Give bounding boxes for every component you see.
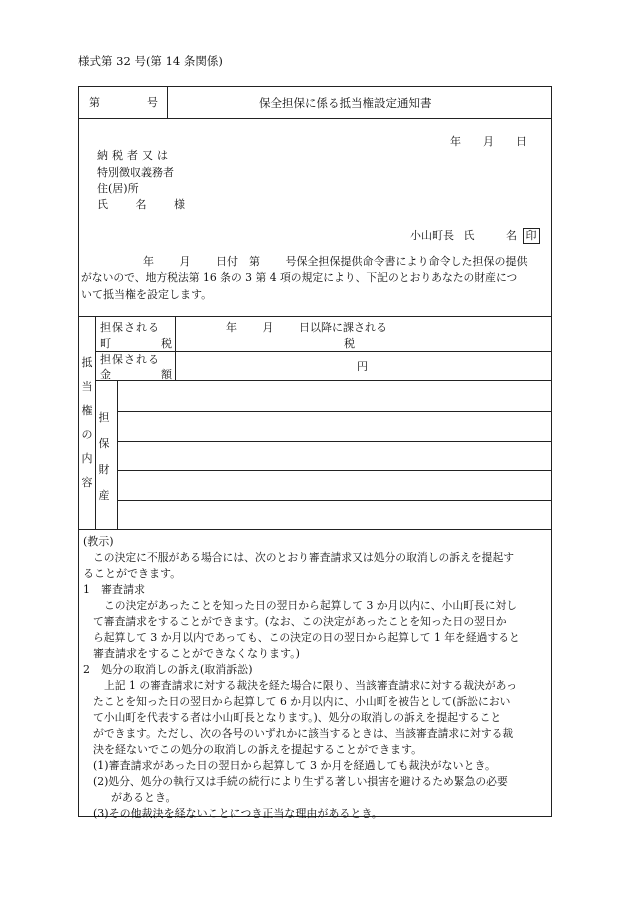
addressee-line1: 納税者又は <box>97 149 172 162</box>
secured-amount-label-a: 担保される <box>100 353 160 366</box>
property-label-divider <box>117 380 118 529</box>
secured-amount-unit: 円 <box>357 360 368 373</box>
section1-heading: 1 審査請求 <box>83 583 145 596</box>
section2-line3: て小山町を代表する者は小山町長となります。)、処分の取消しの訴えを提起すること <box>93 711 502 724</box>
notice-line3: いて抵当権を設定します。 <box>81 288 213 301</box>
section1-line2: て審査請求をすることができます。(なお、この決定があったことを知った日の翌日か <box>93 615 507 628</box>
section2-line4: ができます。ただし、次の各号のいずれかに該当するときは、当該審査請求に対する裁 <box>93 727 514 740</box>
addressee-taxpayer <box>97 148 183 164</box>
addressee-honorific: 様 <box>174 198 185 211</box>
secured-tax-value-a: 年 月 日以降に課される <box>226 321 387 334</box>
property-row-rule-4 <box>117 500 551 501</box>
addressee-name-row <box>97 197 185 213</box>
notice-form <box>78 86 552 820</box>
instruction-heading: (教示) <box>83 535 114 548</box>
row1-bottom-rule <box>95 351 551 352</box>
section2-heading: 2 処分の取消しの訴え(取消訴訟) <box>83 663 253 676</box>
notice-line1: 年 月 日付 第 号保全担保提供命令書により命令した担保の提供 <box>143 255 528 268</box>
date-month: 月 <box>483 135 494 148</box>
issuer-title: 小山町長 <box>410 229 454 242</box>
section2-line1: 上記 1 の審査請求に対する裁決を経た場合に限り、当該審査請求に対する裁決があっ <box>104 679 518 692</box>
number-label-suffix: 号 <box>147 96 158 109</box>
condition-item-1: (1)審査請求があった日の翌日から起算して 3 か月を経過しても裁決がないとき。 <box>93 759 497 772</box>
condition-item-2-line2: があるとき。 <box>111 791 177 804</box>
mortgage-side-label: 抵 当 権 の 内 容 <box>81 356 93 489</box>
secured-tax-value-b: 税 <box>344 337 355 350</box>
property-row-rule-2 <box>117 441 551 442</box>
section2-line5: 決を経ないでこの処分の取消しの訴えを提起することができます。 <box>93 743 423 756</box>
issuer-name-a: 氏 <box>463 229 475 242</box>
instruction-intro-1: この決定に不服がある場合には、次のとおり審査請求又は処分の取消しの訴えを提起す <box>93 551 515 564</box>
section1-line3: ら起算して 3 か月以内であっても、この決定の日の翌日から起算して 1 年を経過すると <box>93 631 520 644</box>
header-bottom-rule <box>79 118 551 119</box>
secured-amount-label-b: 金 額 <box>100 368 172 381</box>
property-row-rule-1 <box>117 411 551 412</box>
form-number: 様式第 32 号(第 14 条関係) <box>78 54 223 68</box>
instruction-intro-2: ることができます。 <box>83 567 182 580</box>
row2-bottom-rule <box>95 380 551 381</box>
date-year: 年 <box>450 135 461 148</box>
notice-bottom-rule <box>79 316 551 317</box>
section2-line2: たことを知った日の翌日から起算して 6 か月以内に、小山町を被告として(訴訟におい <box>93 695 511 708</box>
property-label: 担 保 財 産 <box>98 411 110 502</box>
issuer-block <box>410 228 540 244</box>
notice-line2: がないので、地方税法第 16 条の 3 第 4 項の規定により、下記のとおりあなたの財産につ <box>81 271 518 284</box>
row-label-divider <box>175 316 176 380</box>
condition-item-3: (3)その他裁決を経ないことにつき正当な理由があるとき。 <box>93 807 383 820</box>
issuer-name-b: 名 <box>506 229 517 242</box>
secured-tax-label-b: 町 税 <box>100 337 172 350</box>
addressee-line2: 特別徴収義務者 <box>97 166 174 179</box>
addressee-name-b: 名 <box>135 198 147 211</box>
document-title: 保全担保に係る抵当権設定通知書 <box>259 96 432 110</box>
section1-line1: この決定があったことを知った日の翌日から起算して 3 か月以内に、小山町長に対し <box>104 599 518 612</box>
seal-mark: 印 <box>523 228 540 244</box>
property-row-rule-3 <box>117 470 551 471</box>
table-bottom-rule <box>79 529 551 530</box>
condition-item-2-line1: (2)処分、処分の執行又は手続の続行により生ずる著しい損害を避けるため緊急の必要 <box>93 775 508 788</box>
addressee-name-a: 氏 <box>97 198 108 211</box>
addressee-line3: 住(居)所 <box>97 182 139 195</box>
header-divider <box>167 87 168 118</box>
secured-tax-label-a: 担保される <box>100 321 160 334</box>
number-label-prefix: 第 <box>89 96 100 109</box>
section1-line4: 審査請求をすることができなくなります。) <box>93 647 300 660</box>
date-day: 日 <box>516 135 527 148</box>
side-label-divider <box>95 316 96 529</box>
